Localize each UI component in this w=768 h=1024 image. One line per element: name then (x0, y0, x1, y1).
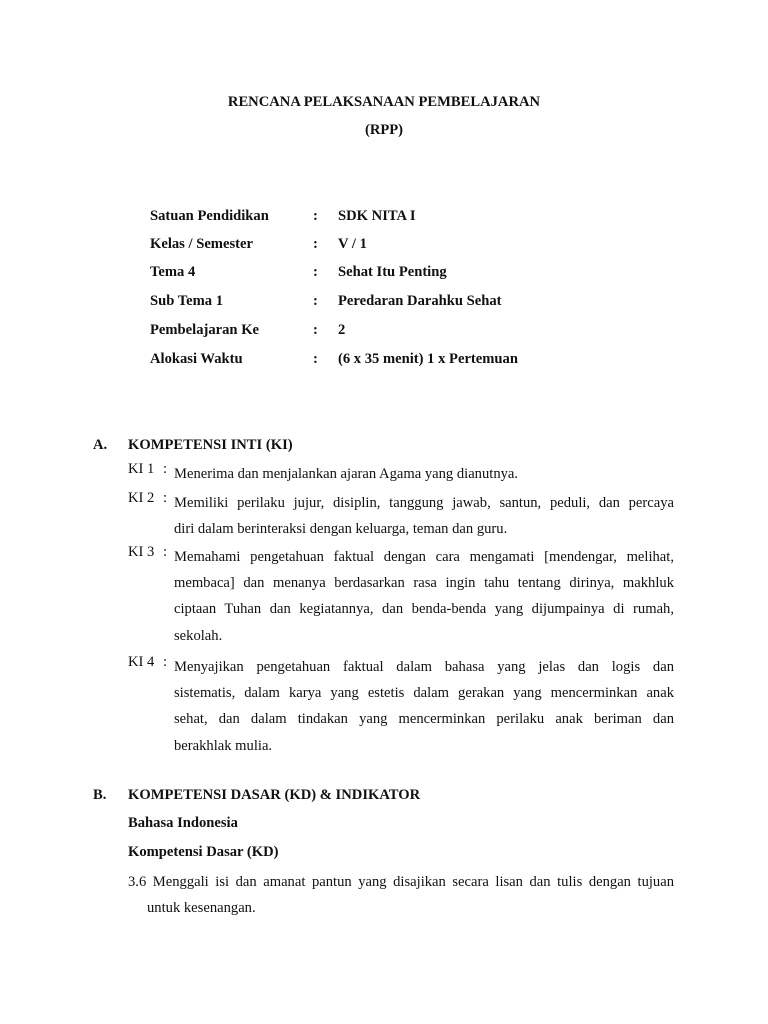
ki-line: sehat, dan dalam tindakan yang mencerminkan perilaku anak beriman dan (174, 711, 674, 728)
ki-code: KI 2 (128, 490, 155, 506)
section-letter: B. (93, 787, 107, 803)
meta-label: Pembelajaran Ke (150, 322, 260, 338)
meta-row-pembelajaran-ke (150, 322, 710, 342)
ki-line: sistematis, dalam karya yang estetis dalam gerakan yang mencerminkan anak (174, 685, 674, 702)
ki-line: diri dalam berinteraksi dengan keluarga, teman dan guru. (174, 521, 508, 538)
ki-line: sekolah. (174, 627, 223, 644)
kd-line: untuk kesenangan. (147, 900, 256, 917)
ki-code: KI 3 (128, 544, 155, 560)
section-title: KOMPETENSI DASAR (KD) & INDIKATOR (128, 787, 421, 803)
ki-text (174, 654, 674, 759)
meta-value: 2 (338, 322, 346, 338)
meta-colon: : (313, 236, 318, 252)
meta-row-satuan-pendidikan (150, 208, 710, 228)
meta-label: Sub Tema 1 (150, 293, 224, 309)
ki-line: ciptaan Tuhan dan kegiatannya, dan benda-benda yang dijumpainya di rumah, (174, 601, 674, 618)
ki-line: Memahami pengetahuan faktual dengan cara mengamati [mendengar, melihat, (174, 549, 674, 565)
section-letter: A. (93, 437, 108, 453)
meta-label: Alokasi Waktu (150, 351, 243, 367)
ki-colon: : (163, 461, 168, 477)
meta-value: (6 x 35 menit) 1 x Pertemuan (338, 351, 518, 367)
ki-text (174, 490, 674, 542)
meta-value: Sehat Itu Penting (338, 264, 447, 280)
ki-line: membaca] dan menanya berdasarkan rasa ingin tahu tentang dirinya, makhluk (174, 575, 674, 592)
meta-colon: : (313, 351, 318, 367)
kd-heading: Kompetensi Dasar (KD) (128, 844, 279, 860)
ki-colon: : (163, 654, 168, 670)
meta-colon: : (313, 322, 318, 338)
meta-label: Kelas / Semester (150, 236, 253, 252)
meta-value: V / 1 (338, 236, 367, 252)
ki-code: KI 1 (128, 461, 155, 477)
section-title: KOMPETENSI INTI (KI) (128, 437, 293, 453)
document-title: RENCANA PELAKSANAAN PEMBELAJARAN (227, 94, 541, 110)
ki-text (174, 544, 674, 649)
kd-item-3-6 (128, 869, 674, 921)
kd-line: 3.6 Menggali isi dan amanat pantun yang disajikan secara lisan dan tulis dengan tujuan (128, 874, 674, 890)
ki-code: KI 4 (128, 654, 155, 670)
meta-label: Tema 4 (150, 264, 196, 280)
ki-line: Menyajikan pengetahuan faktual dalam bahasa yang jelas dan logis dan (174, 659, 674, 675)
meta-row-alokasi-waktu (150, 351, 710, 371)
ki-text (174, 461, 674, 487)
meta-label: Satuan Pendidikan (150, 208, 269, 224)
ki-colon: : (163, 490, 168, 506)
ki-line: Memiliki perilaku jujur, disiplin, tanggung jawab, santun, peduli, dan percaya (174, 495, 674, 511)
meta-value: Peredaran Darahku Sehat (338, 293, 502, 309)
subject-heading: Bahasa Indonesia (128, 815, 238, 831)
meta-colon: : (313, 208, 318, 224)
meta-row-kelas-semester (150, 236, 710, 256)
meta-colon: : (313, 293, 318, 309)
ki-line: Menerima dan menjalankan ajaran Agama yang dianutnya. (174, 466, 519, 482)
ki-colon: : (163, 544, 168, 560)
document-subtitle: (RPP) (364, 122, 404, 138)
ki-line: berakhlak mulia. (174, 737, 273, 754)
meta-row-sub-tema (150, 293, 710, 313)
meta-value: SDK NITA I (338, 208, 416, 224)
meta-row-tema (150, 264, 710, 284)
meta-colon: : (313, 264, 318, 280)
